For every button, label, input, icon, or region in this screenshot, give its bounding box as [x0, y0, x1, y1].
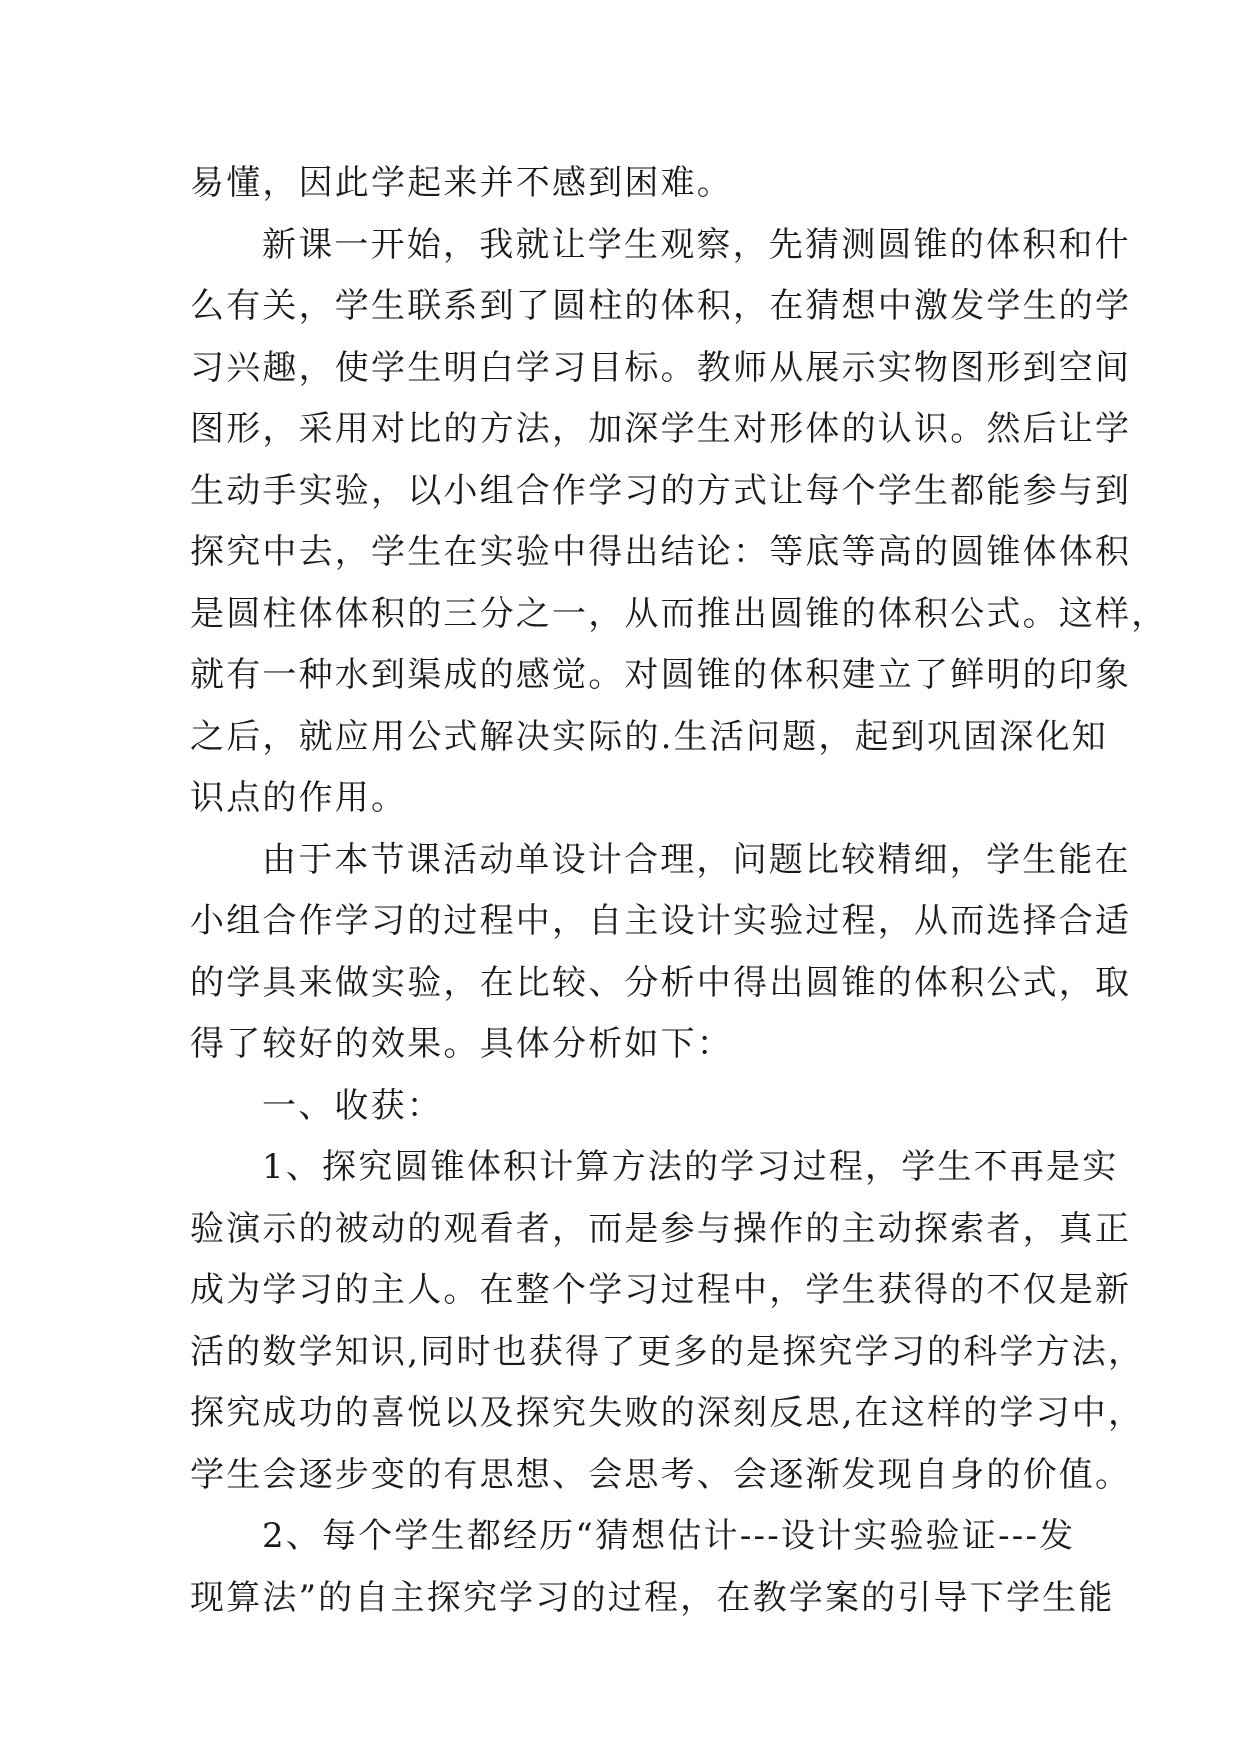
text-line: 的学具来做实验，在比较、分析中得出圆锥的体积公式，取	[190, 962, 1132, 1003]
text-line: 之后，就应用公式解决实际的.生活问题，起到巩固深化知	[190, 716, 1109, 757]
text-line: 识点的作用。	[190, 778, 408, 818]
text-line: 探究成功的喜悦以及探究失败的深刻反思,在这样的学习中，	[190, 1393, 1145, 1433]
text-line: 习兴趣，使学生明白学习目标。教师从展示实物图形到空间	[190, 347, 1132, 388]
text-line: 2、每个学生都经历“猜想估计---设计实验验证---发	[262, 1516, 1076, 1556]
text-line: 生动手实验，以小组合作学习的方式让每个学生都能参与到	[190, 470, 1132, 511]
section-heading: 一、收获：	[262, 1085, 443, 1126]
text-line: 现算法”的自主探究学习的过程，在教学案的引导下学生能	[190, 1577, 1115, 1618]
text-line: 易懂，因此学起来并不感到困难。	[190, 163, 733, 203]
text-line: 由于本节课活动单设计合理，问题比较精细，学生能在	[262, 839, 1131, 880]
text-line: 小组合作学习的过程中，自主设计实验过程，从而选择合适	[190, 901, 1132, 941]
text-line: 是圆柱体体积的三分之一，从而推出圆锥的体积公式。这样，	[190, 593, 1168, 634]
text-line: 么有关，学生联系到了圆柱的体积，在猜想中激发学生的学	[190, 286, 1132, 326]
text-line: 新课一开始，我就让学生观察，先猜测圆锥的体积和什	[262, 224, 1131, 265]
text-line: 探究中去，学生在实验中得出结论：等底等高的圆锥体体积	[190, 532, 1132, 572]
text-line: 成为学习的主人。在整个学习过程中，学生获得的不仅是新	[190, 1270, 1132, 1310]
text-line: 学生会逐步变的有思想、会思考、会逐渐发现自身的价值。	[190, 1454, 1132, 1495]
text-line: 验演示的被动的观看者，而是参与操作的主动探索者，真正	[190, 1208, 1132, 1249]
text-line: 活的数学知识,同时也获得了更多的是探究学习的科学方法，	[190, 1331, 1145, 1372]
body-text	[190, 153, 1168, 1629]
text-line: 1、探究圆锥体积计算方法的学习过程，学生不再是实	[262, 1147, 1119, 1187]
text-line: 图形，采用对比的方法，加深学生对形体的认识。然后让学	[190, 409, 1132, 449]
text-line: 就有一种水到渠成的感觉。对圆锥的体积建立了鲜明的印象	[190, 655, 1132, 695]
text-line: 得了较好的效果。具体分析如下：	[190, 1024, 733, 1064]
